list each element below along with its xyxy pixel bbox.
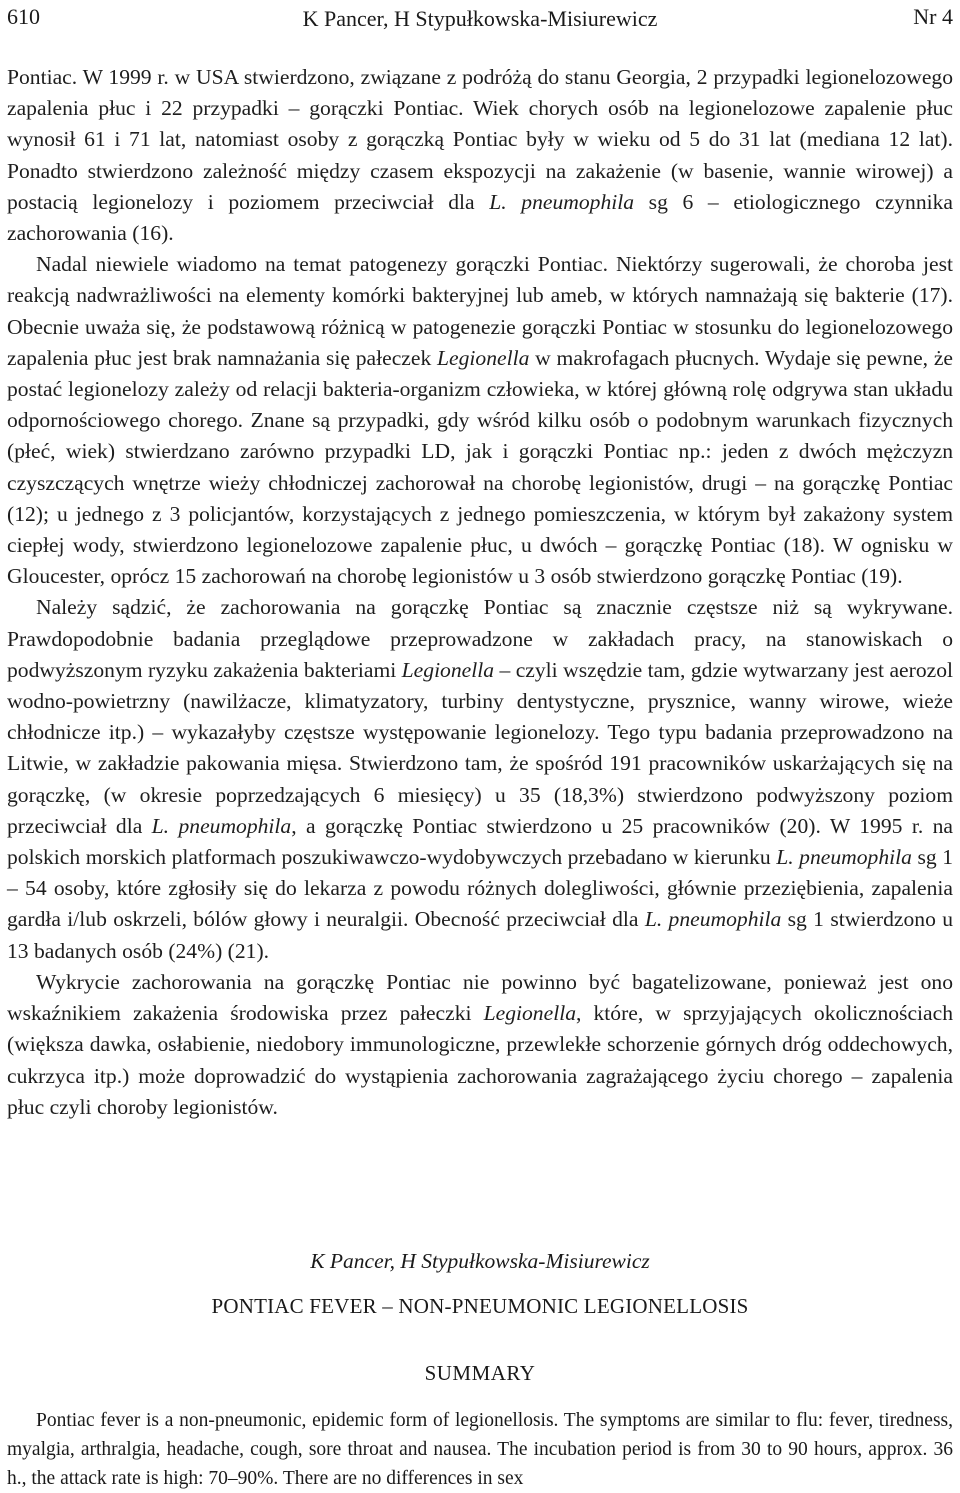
paragraph-2: Nadal niewiele wiadomo na temat patogenezy gorączki Pontiac. Niektórzy sugerowali, że choroba jest reakcją nadwrażliwości na elementy komórki bakteryjnej lub ameb, w których namnażają się bakterie (17). Obecnie uważa się, że podstawową różnicą w patogenezie gorączki Pontiac w stosunku do legionelozowego zapalenia płuc jest brak namnażania się pałeczek Legionella w makrofagach płucnych. Wydaje się pewne, że postać legionelozy zależy od relacji bakteria-organizm człowieka, w której główną rolę odgrywa stan układu odpornościowego chorego. Znane są przypadki, gdy wśród kilku osób o podobnym warunkach fizycznych (płeć, wiek) stwierdzano zarówno przypadki LD, jak i gorączki Pontiac np.: jeden z dwóch mężczyzn czyszczących wnętrze wieży chłodniczej zachorował na chorobę legionistów, drugi – na gorączkę Pontiac (12); u jednego z 3 policjantów, korzystających z jednego pomieszczenia, w którym był zakażony system ciepłej wody, stwierdzono legionelozowe zapalenie płuc, u dwóch – gorączkę Pontiac (18). W ognisku w Gloucester, oprócz 15 zachorowań na chorobę legionistów u 3 osób stwierdzono gorączkę Pontiac (19). [7, 252, 953, 589]
italic-term: L. pneumophila [489, 189, 635, 214]
italic-term: Legionella [401, 657, 495, 682]
paragraph-3: Należy sądzić, że zachorowania na gorączkę Pontiac są znacznie częstsze niż są wykrywane. Prawdopodobnie badania przeglądowe przeprowadzone w zakładach pracy, na stanowiskach o podwyższonym ryzyku zakażenia bakteriami Legionella – czyli wszędzie tam, gdzie wytwarzany jest aerozol wodno-powietrzny (nawilżacze, klimatyzatory, turbiny dentystyczne, prysznice, wanny wirowe, wieże chłodnicze itp.) – wykazałyby częstsze występowanie legionelozy. Tego typu badania przeprowadzono na Litwie, w zakładzie pakowania mięsa. Stwierdzono tam, że spośród 191 pracowników uskarżających się na gorączkę, (w okresie poprzedzających 6 miesięcy) u 35 (18,3%) stwierdzono podwyższony poziom przeciwciał dla L. pneumophila, a gorączkę Pontiac stwierdzono u 25 pracowników (20). W 1995 r. na polskich morskich platformach poszukiwawczo-wydobywczych przebadano w kierunku L. pneumophila sg 1 – 54 osoby, które zgłosiły się do lekarza z powodu różnych dolegliwości, głównie przeziębienia, zapalenia gardła i/lub oskrzeli, bólów głowy i neuralgii. Obecność przeciwciał dla L. pneumophila sg 1 stwierdzono u 13 badanych osób (24%) (21). [7, 595, 954, 963]
running-authors: K Pancer, H Stypułkowska-Misiurewicz [302, 6, 658, 31]
page-number: 610 [7, 4, 40, 29]
running-header [7, 0, 953, 40]
italic-term: Legionella [437, 345, 530, 370]
page [7, 0, 954, 1489]
issue-number: Nr 4 [913, 4, 953, 29]
italic-term: L. pneumophila [151, 813, 292, 838]
summary-text: Pontiac fever is a non-pneumonic, epidemic form of legionellosis. The symptoms are similar to flu: fever, tiredness, myalgia, arthralgia, headache, cough, sore throat and nausea. The incubation period is from 30 to 90 hours, approx. 36 h., the attack rate is high: 70–90%. There are no differences in sex [7, 1410, 953, 1489]
italic-term: Legionella [483, 1001, 576, 1026]
italic-term: L. pneumophila [644, 907, 782, 932]
paragraph-1: Pontiac. W 1999 r. w USA stwierdzono, związane z podróżą do stanu Georgia, 2 przypadki legionelozowego zapalenia płuc i 22 przypadki – gorączki Pontiac. Wiek chorych osób na legionelozowe zapalenie płuc wynosił 61 i 71 lat, natomiast osoby z gorączką Pontiac były w wieku od 5 do 31 lat (mediana 12 lat). Ponadto stwierdzono zależność między czasem ekspozycji na zakażenie (w basenie, wannie wirowej) a postacią legionelozy i poziomem przeciwciał dla L. pneumophila sg 6 – etiologicznego czynnika zachorowania (16). [7, 65, 954, 246]
summary-authors: K Pancer, H Stypułkowska-Misiurewicz [310, 1249, 650, 1273]
summary-block [7, 1406, 953, 1493]
paragraph-4: Wykrycie zachorowania na gorączkę Pontiac nie powinno być bagatelizowane, ponieważ jest ono wskaźnikiem zakażenia środowiska przez pałeczki Legionella, które, w sprzyjających okolicznościach (większa dawka, osłabienie, niedobory immunologiczne, przewlekłe schorzenie górnych dróg oddechowych, cukrzyca itp.) może doprowadzić do wystąpienia zachorowania zagrażającego życiu chorego – zapalenia płuc czyli choroby legionistów. [7, 969, 954, 1119]
summary-title: PONTIAC FEVER – NON-PNEUMONIC LEGIONELLOSIS [211, 1294, 749, 1318]
article-body [7, 62, 953, 1123]
italic-term: L. pneumophila [776, 845, 912, 870]
summary-heading: SUMMARY [424, 1361, 536, 1385]
